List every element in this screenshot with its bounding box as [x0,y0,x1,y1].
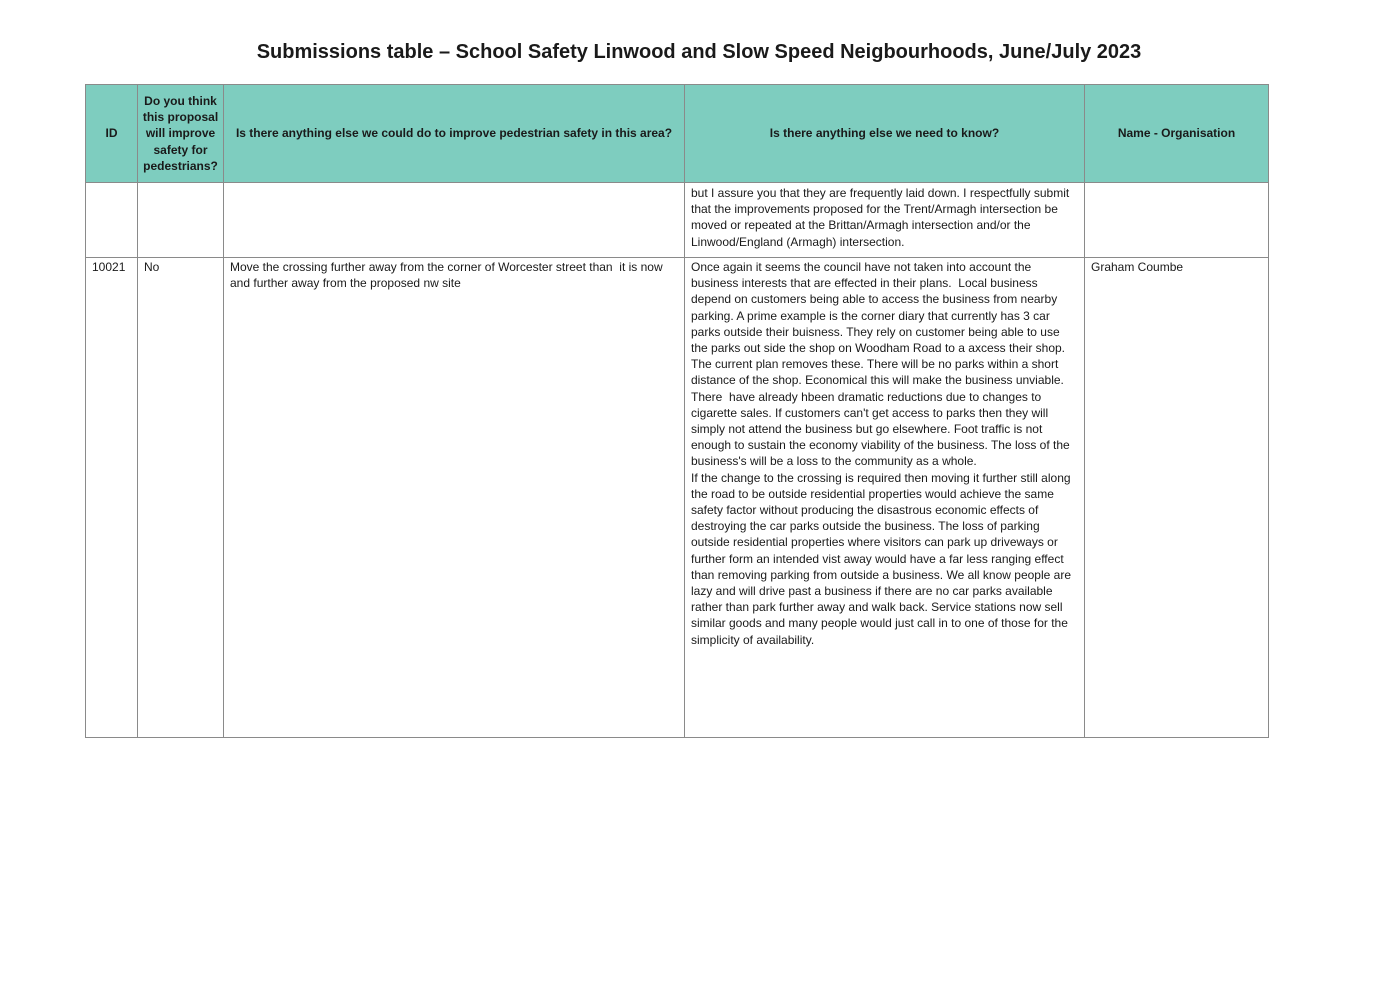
header-name-organisation: Name - Organisation [1085,85,1269,183]
document-title: Submissions table – School Safety Linwood and Slow Speed Neigbourhoods, June/July 2023 [256,41,1142,63]
cell-anything-else: Move the crossing further away from the corner of Worcester street than it is now and further away from the proposed nw site [224,258,685,738]
cell-id: 10021 [86,258,138,738]
header-anything-else: Is there anything else we could do to improve pedestrian safety in this area? [224,85,685,183]
cell-anything-else [224,183,685,258]
table-row [86,258,1269,738]
cell-name-organisation: Graham Coumbe [1085,258,1269,738]
table-header-row [86,85,1269,183]
header-need-to-know: Is there anything else we need to know? [685,85,1085,183]
cell-name-organisation [1085,183,1269,258]
cell-need-to-know: Once again it seems the council have not taken into account the business interests that are effected in their plans. Local business depend on customers being able to access the business from nearby parking. A prime example is the corner diary that currently has 3 car parks outside their buisness. They rely on customer being able to use the parks out side the shop on Woodham Road to a axcess their shop. The current plan removes these. There will be no parks within a short distance of the shop. Economical this will make the business unviable. There have already hbeen dramatic reductions due to changes to cigarette sales. If customers can't get access to parks then they will simply not attend the business but go elsewhere. Foot traffic is not enough to sustain the economy viability of the business. The loss of the business's will be a loss to the community as a whole. If the change to the crossing is required then moving it further still along the road to be outside residential properties would achieve the same safety factor without producing the disastrous economic effects of destroying the car parks outside the business. The loss of parking outside residential properties where visitors can park up driveways or further form an intended vist away would have a far less ranging effect than removing parking from outside a business. We all know people are lazy and will drive past a business if there are no car parks available rather than park further away and walk back. Service stations now sell similar goods and many people would just call in to one of those for the simplicity of availability. [685,258,1085,738]
cell-id [86,183,138,258]
header-improve-safety: Do you think this proposal will improve safety for pedestrians? [138,85,224,183]
cell-need-to-know: but I assure you that they are frequently laid down. I respectfully submit that the improvements proposed for the Trent/Armagh intersection be moved or repeated at the Brittan/Armagh intersection and/or the Linwood/England (Armagh) intersection. [685,183,1085,258]
cell-improve [138,183,224,258]
cell-improve: No [138,258,224,738]
table-row [86,183,1269,258]
header-id: ID [86,85,138,183]
submissions-table [85,84,1269,738]
